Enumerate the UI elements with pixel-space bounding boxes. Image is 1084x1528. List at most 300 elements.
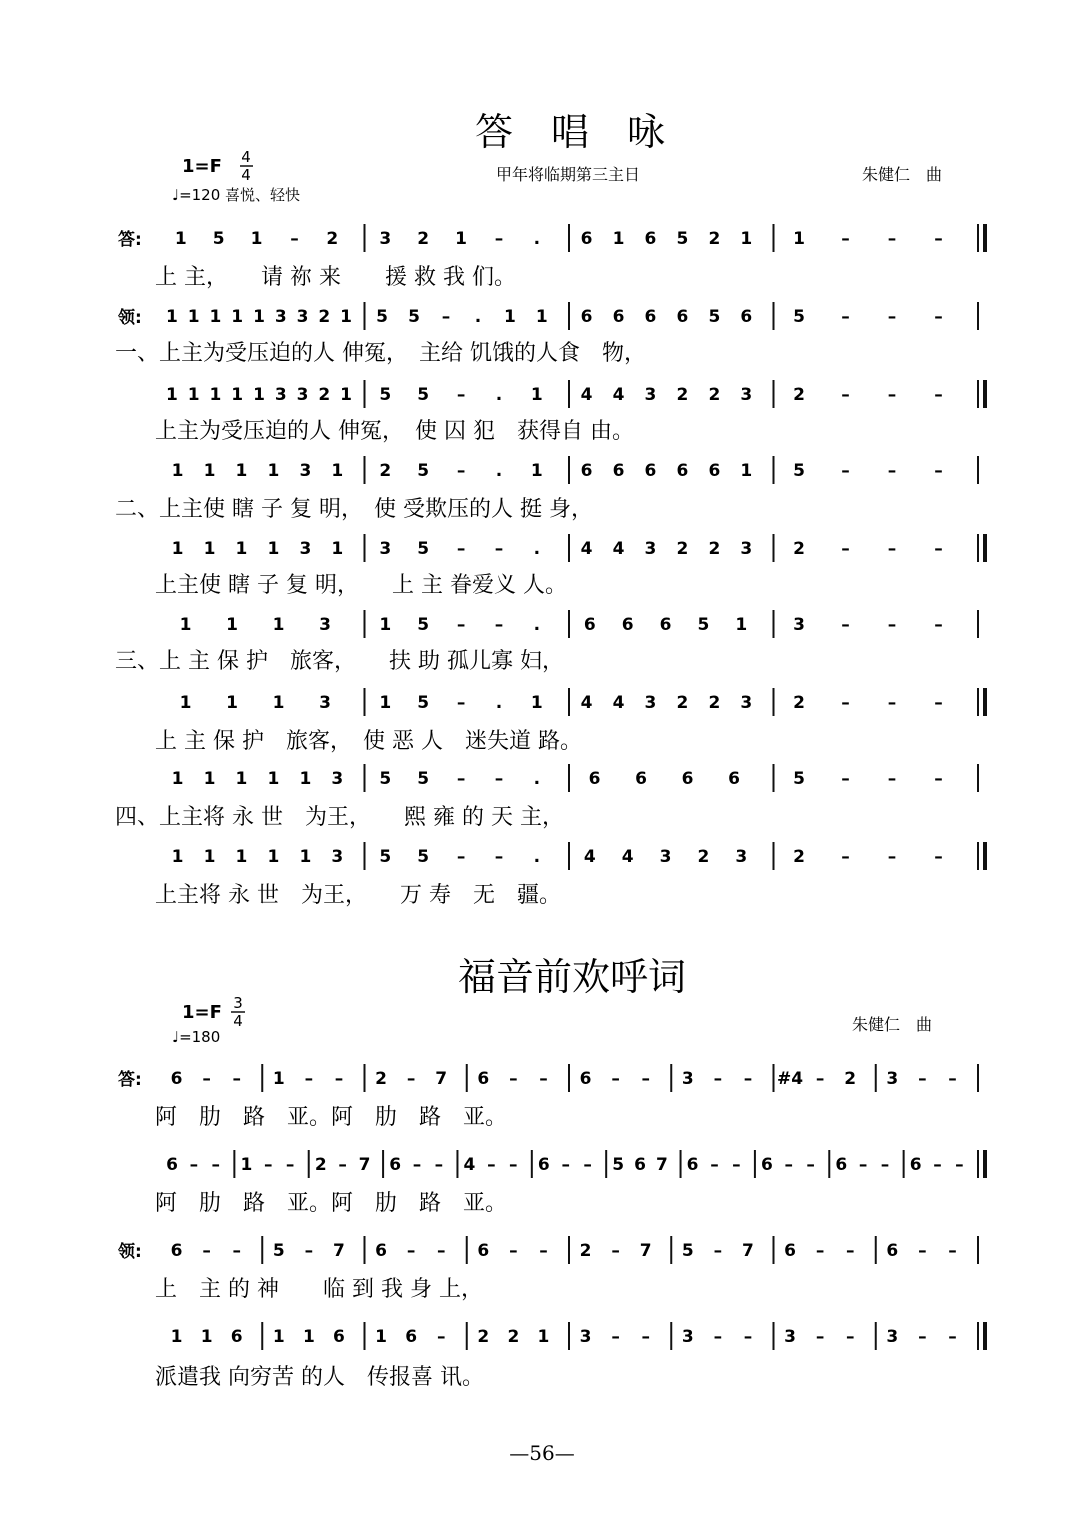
song1-lyric: 二、上主使 瞎 子 复 明， 使 受欺压的人 挺 身， bbox=[115, 497, 593, 522]
song2-note: 6 bbox=[375, 1241, 387, 1261]
song1-note: 3 bbox=[296, 385, 309, 405]
song2-note: – bbox=[611, 1241, 620, 1261]
song1-time-top: 4 bbox=[241, 148, 251, 166]
song2-note: – bbox=[732, 1155, 741, 1175]
song2-note: – bbox=[232, 1241, 241, 1261]
song1-note: 1 bbox=[530, 385, 543, 405]
song1-note: 1 bbox=[535, 307, 548, 327]
song2-note: 6 bbox=[170, 1241, 183, 1261]
song1-note: – bbox=[841, 385, 850, 405]
song1-note: 5 bbox=[376, 307, 388, 327]
song1-note: 1 bbox=[530, 693, 543, 713]
song1-note: – bbox=[841, 307, 850, 327]
song2-note: – bbox=[806, 1155, 815, 1175]
song1-note: 1 bbox=[203, 539, 216, 559]
song2-note: 6 bbox=[405, 1327, 418, 1347]
song1-note: – bbox=[441, 307, 451, 327]
song1-note: – bbox=[841, 769, 850, 789]
song2-note: 6 bbox=[170, 1069, 183, 1089]
song1-note: 2 bbox=[417, 229, 430, 249]
song1-note: 1 bbox=[226, 693, 238, 713]
song1-note: 2 bbox=[708, 539, 721, 559]
song2-note: 2 bbox=[579, 1241, 592, 1261]
song2-note: – bbox=[412, 1155, 422, 1175]
song1-key-signature: 1=F bbox=[182, 156, 222, 177]
song1-note: 1 bbox=[203, 769, 216, 789]
song1-note: – bbox=[456, 693, 466, 713]
song2-note: 6 bbox=[579, 1069, 592, 1089]
song1-composer: 朱健仁 曲 bbox=[862, 165, 943, 184]
song1-note: 1 bbox=[235, 769, 248, 789]
song1-note: 2 bbox=[676, 539, 689, 559]
song1-note: – bbox=[494, 539, 504, 559]
song2-note: 6 bbox=[230, 1327, 243, 1347]
song1-note: 1 bbox=[179, 615, 192, 635]
song1-note: 6 bbox=[644, 229, 657, 249]
song1-note: 4 bbox=[580, 693, 593, 713]
song1-note: – bbox=[934, 307, 943, 327]
song1-note: 6 bbox=[728, 769, 740, 789]
song1-row-7 bbox=[115, 764, 978, 830]
song1-row-1 bbox=[115, 302, 978, 366]
song2-note: 5 bbox=[681, 1241, 694, 1261]
song1-note: 1 bbox=[226, 615, 238, 635]
song1-row-2 bbox=[155, 380, 985, 444]
song1-note: 1 bbox=[267, 461, 280, 481]
song2-note: – bbox=[334, 1069, 344, 1089]
song2-note: 1 bbox=[302, 1327, 315, 1347]
song1-note: 5 bbox=[417, 385, 430, 405]
song2-note: – bbox=[743, 1069, 753, 1089]
song1-note: 2 bbox=[326, 229, 339, 249]
song1-note: 6 bbox=[740, 307, 753, 327]
song1-note: 2 bbox=[708, 229, 721, 249]
song2-note: – bbox=[918, 1327, 927, 1347]
song1-note: 4 bbox=[621, 847, 634, 867]
song1-lyric: 一、上主为受压迫的人 伸冤， 主给 饥饿的人食 物， bbox=[115, 341, 646, 366]
song1-note: 5 bbox=[708, 307, 721, 327]
song1-note: 3 bbox=[274, 307, 287, 327]
song1-note: – bbox=[494, 229, 504, 249]
song1-note: – bbox=[841, 461, 850, 481]
song2-note: – bbox=[304, 1069, 314, 1089]
song2-note: – bbox=[509, 1241, 518, 1261]
song1-note: – bbox=[934, 539, 943, 559]
song1-note: 3 bbox=[735, 847, 748, 867]
song1-note: 1 bbox=[331, 461, 344, 481]
song1-note: 1 bbox=[171, 539, 184, 559]
song1-note: – bbox=[494, 769, 504, 789]
song1-note: 1 bbox=[740, 461, 753, 481]
song1-lyric: 三、上 主 保 护 旅客， 扶 助 孤儿寡 妇， bbox=[115, 649, 564, 674]
song1-note: 2 bbox=[318, 385, 331, 405]
song1-note: – bbox=[456, 615, 466, 635]
song2-lyric: 阿 肋 路 亚。阿 肋 路 亚。 bbox=[155, 1105, 508, 1130]
song1-note: . bbox=[495, 385, 503, 405]
song1-note: . bbox=[533, 229, 541, 249]
song1-note: 3 bbox=[319, 615, 331, 635]
song2-note: – bbox=[641, 1069, 650, 1089]
song1-note: 3 bbox=[793, 615, 805, 635]
song2-note: – bbox=[784, 1155, 794, 1175]
song2-note: 6 bbox=[886, 1241, 899, 1261]
song1-note: 3 bbox=[740, 385, 753, 405]
song1-note: 1 bbox=[187, 307, 200, 327]
song2-note: – bbox=[713, 1241, 723, 1261]
song1-note: 3 bbox=[274, 385, 287, 405]
song2-note: 6 bbox=[389, 1155, 402, 1175]
song1-note: 5 bbox=[793, 307, 805, 327]
song1-note: 1 bbox=[231, 385, 244, 405]
song1-note: 4 bbox=[612, 539, 625, 559]
song1-note: 1 bbox=[253, 385, 265, 405]
song1-row-4 bbox=[155, 534, 985, 598]
song2-note: – bbox=[815, 1069, 825, 1089]
song2-note: 7 bbox=[358, 1155, 371, 1175]
song2-note: – bbox=[948, 1241, 957, 1261]
song2-tempo: ♩=180 bbox=[172, 1028, 221, 1046]
song2-note: 1 bbox=[272, 1327, 285, 1347]
song1-note: 1 bbox=[209, 307, 222, 327]
song2-row-2 bbox=[117, 1236, 978, 1302]
song2-note: – bbox=[509, 1069, 518, 1089]
song1-note: 6 bbox=[580, 461, 593, 481]
song1-note: . bbox=[533, 769, 541, 789]
song2-note: – bbox=[406, 1069, 416, 1089]
song2-note: 7 bbox=[656, 1155, 668, 1175]
song2-note: – bbox=[285, 1155, 295, 1175]
song1-note: 1 bbox=[267, 847, 280, 867]
song1-note: 1 bbox=[612, 229, 625, 249]
song1-note: – bbox=[934, 385, 943, 405]
song2-note: – bbox=[641, 1327, 650, 1347]
song1-note: – bbox=[934, 461, 943, 481]
song1-note: 1 bbox=[209, 385, 222, 405]
song2-row-1 bbox=[155, 1150, 985, 1216]
song2-note: – bbox=[583, 1155, 592, 1175]
song1-note: – bbox=[841, 615, 850, 635]
song1-note: 1 bbox=[530, 461, 543, 481]
song1-note: 1 bbox=[455, 229, 467, 249]
song2-note: 6 bbox=[686, 1155, 699, 1175]
song1-note: 5 bbox=[697, 615, 710, 635]
song1-note: 2 bbox=[697, 847, 710, 867]
song1-note: – bbox=[934, 769, 943, 789]
song1-note: 3 bbox=[644, 693, 657, 713]
song1-note: 5 bbox=[379, 769, 392, 789]
song2-note: – bbox=[845, 1327, 855, 1347]
song1-note: 6 bbox=[580, 229, 593, 249]
song1-note: . bbox=[495, 693, 503, 713]
song1-lyric: 四、上主将 永 世 为王， 熙 雍 的 天 主， bbox=[115, 805, 564, 830]
song1-note: 3 bbox=[331, 769, 344, 789]
song1-note: 1 bbox=[235, 461, 248, 481]
song2-note: 1 bbox=[200, 1327, 213, 1347]
song1-note: 3 bbox=[379, 229, 392, 249]
song1-note: 1 bbox=[340, 385, 352, 405]
song1-note: 2 bbox=[318, 307, 331, 327]
song2-note: – bbox=[211, 1155, 221, 1175]
song1-role-label: 答: bbox=[118, 230, 142, 250]
song2-note: 3 bbox=[579, 1327, 592, 1347]
song2-note: – bbox=[743, 1327, 753, 1347]
song2-note: – bbox=[264, 1155, 273, 1175]
song1-note: – bbox=[887, 847, 897, 867]
song1-note: 6 bbox=[621, 615, 634, 635]
song2-note: 1 bbox=[170, 1327, 183, 1347]
song1-note: 5 bbox=[417, 539, 430, 559]
song2-note: – bbox=[436, 1241, 446, 1261]
song2-note: – bbox=[933, 1155, 942, 1175]
song1-lyric: 上 主， 请 祢 来 援 救 我 们。 bbox=[155, 265, 516, 290]
song2-composer: 朱健仁 曲 bbox=[852, 1015, 933, 1034]
song1-lyric: 上主使 瞎 子 复 明， 上 主 眷爱义 人。 bbox=[155, 573, 567, 598]
song1-note: – bbox=[887, 229, 897, 249]
song2-note: – bbox=[189, 1155, 199, 1175]
song1-row-3 bbox=[115, 456, 978, 522]
song2-note: – bbox=[611, 1069, 620, 1089]
song1-note: – bbox=[456, 385, 466, 405]
song1-row-6 bbox=[155, 688, 985, 754]
song1-note: 1 bbox=[235, 539, 248, 559]
song1-note: 4 bbox=[612, 693, 625, 713]
song1-note: 6 bbox=[644, 307, 657, 327]
song2-note: 4 bbox=[463, 1155, 476, 1175]
song2-note: – bbox=[713, 1069, 723, 1089]
song1-note: 1 bbox=[171, 769, 184, 789]
song1-row-8 bbox=[155, 842, 985, 908]
song1-tempo: ♩=120 喜悦、轻快 bbox=[172, 186, 301, 204]
song1-note: 1 bbox=[231, 307, 244, 327]
song1-note: 5 bbox=[417, 693, 430, 713]
song1-note: 1 bbox=[272, 615, 285, 635]
song1-title: 答 唱 咏 bbox=[474, 110, 666, 154]
song2-note: 6 bbox=[477, 1069, 490, 1089]
song1-note: 6 bbox=[676, 461, 689, 481]
song2-note: – bbox=[845, 1241, 855, 1261]
song1-note: 6 bbox=[612, 307, 625, 327]
song1-note: 2 bbox=[708, 385, 721, 405]
song2-note: – bbox=[304, 1241, 314, 1261]
song1-lyric: 上 主 保 护 旅客， 使 恶 人 迷失道 路。 bbox=[155, 729, 582, 754]
song2-note: – bbox=[436, 1327, 446, 1347]
song2-note: 6 bbox=[761, 1155, 773, 1175]
song1-note: 5 bbox=[793, 461, 805, 481]
song1-note: 1 bbox=[171, 461, 184, 481]
song1-note: 6 bbox=[659, 615, 672, 635]
song2-lyric: 派遣我 向穷苦 的人 传报喜 讯。 bbox=[155, 1365, 484, 1390]
song2-lyric: 阿 肋 路 亚。阿 肋 路 亚。 bbox=[155, 1191, 508, 1216]
song2-note: 2 bbox=[844, 1069, 857, 1089]
song1-row-0 bbox=[118, 224, 985, 290]
song1-note: – bbox=[887, 539, 897, 559]
song1-note: 2 bbox=[793, 539, 805, 559]
song1-note: 2 bbox=[676, 385, 689, 405]
song1-note: 2 bbox=[793, 847, 805, 867]
song2-time-bottom: 4 bbox=[233, 1012, 243, 1030]
song1-note: 1 bbox=[299, 847, 312, 867]
song1-note: – bbox=[841, 693, 850, 713]
song2-title: 福音前欢呼词 bbox=[457, 955, 687, 999]
song1-note: – bbox=[934, 847, 943, 867]
song1-note: 2 bbox=[379, 461, 392, 481]
song1-note: 5 bbox=[379, 385, 392, 405]
song2-note: 6 bbox=[634, 1155, 647, 1175]
song2-note: – bbox=[815, 1327, 825, 1347]
song1-note: – bbox=[887, 461, 897, 481]
song1-note: 5 bbox=[676, 229, 689, 249]
song1-note: 3 bbox=[659, 847, 672, 867]
song2-note: 6 bbox=[835, 1155, 848, 1175]
song2-note: – bbox=[948, 1069, 957, 1089]
song1-note: – bbox=[456, 847, 466, 867]
song1-note: 3 bbox=[740, 693, 753, 713]
song2-note: – bbox=[202, 1069, 211, 1089]
song1-note: 2 bbox=[793, 693, 805, 713]
song1-time-bottom: 4 bbox=[241, 166, 251, 184]
song2-note: – bbox=[539, 1069, 548, 1089]
song1-note: . bbox=[495, 461, 503, 481]
song1-note: – bbox=[887, 615, 897, 635]
song1-role-label: 领: bbox=[118, 308, 142, 328]
song1-note: 5 bbox=[408, 307, 420, 327]
song1-note: 1 bbox=[253, 307, 265, 327]
song1-note: 5 bbox=[417, 461, 430, 481]
song2-note: – bbox=[611, 1327, 620, 1347]
song1-note: – bbox=[494, 615, 504, 635]
song1-note: – bbox=[456, 461, 466, 481]
song1-note: – bbox=[934, 229, 943, 249]
song1-note: – bbox=[887, 769, 897, 789]
song1-note: 1 bbox=[166, 385, 178, 405]
song2-note: – bbox=[948, 1327, 957, 1347]
song1-note: – bbox=[887, 693, 897, 713]
song2-note: 6 bbox=[477, 1241, 490, 1261]
song1-note: 1 bbox=[267, 539, 280, 559]
song1-note: 4 bbox=[580, 385, 593, 405]
song1-note: 5 bbox=[417, 769, 430, 789]
song1-note: 1 bbox=[203, 847, 216, 867]
song1-note: 1 bbox=[740, 229, 753, 249]
song2-note: – bbox=[487, 1155, 496, 1175]
song2-row-3 bbox=[155, 1322, 985, 1390]
song2-note: – bbox=[880, 1155, 890, 1175]
song2-role-label: 领: bbox=[118, 1242, 142, 1262]
song1-lyric: 上主将 永 世 为王， 万 寿 无 疆。 bbox=[155, 883, 561, 908]
song1-note: 6 bbox=[644, 461, 657, 481]
song1-note: 3 bbox=[296, 307, 309, 327]
song1-note: 4 bbox=[583, 847, 596, 867]
song1-note: – bbox=[494, 847, 504, 867]
song2-note: – bbox=[338, 1155, 347, 1175]
song2-note: #4 bbox=[777, 1069, 804, 1089]
song1-note: 6 bbox=[588, 769, 601, 789]
song2-note: 2 bbox=[477, 1327, 490, 1347]
song1-note: 1 bbox=[203, 461, 216, 481]
song1-note: 3 bbox=[644, 539, 657, 559]
song1-note: 6 bbox=[676, 307, 689, 327]
song1-note: 3 bbox=[644, 385, 657, 405]
song1-note: 1 bbox=[331, 539, 344, 559]
song2-note: 6 bbox=[537, 1155, 550, 1175]
song1-note: 3 bbox=[331, 847, 344, 867]
song1-note: – bbox=[841, 847, 850, 867]
song1-note: . bbox=[533, 539, 541, 559]
song1-note: 1 bbox=[735, 615, 748, 635]
song2-key-signature: 1=F bbox=[182, 1002, 222, 1023]
song1-occasion: 甲年将临期第三主日 bbox=[495, 165, 641, 184]
song1-note: 1 bbox=[267, 769, 280, 789]
song2-note: 1 bbox=[272, 1069, 285, 1089]
song2-note: – bbox=[713, 1327, 723, 1347]
song2-note: 6 bbox=[909, 1155, 922, 1175]
song2-note: 7 bbox=[742, 1241, 754, 1261]
song1-note: 5 bbox=[417, 615, 430, 635]
song2-note: – bbox=[539, 1241, 548, 1261]
song2-note: 1 bbox=[375, 1327, 387, 1347]
song2-note: – bbox=[232, 1069, 241, 1089]
song2-time-top: 3 bbox=[233, 994, 243, 1012]
song2-note: 5 bbox=[272, 1241, 285, 1261]
song1-note: – bbox=[841, 229, 850, 249]
song1-note: 3 bbox=[319, 693, 331, 713]
song1-note: – bbox=[290, 229, 299, 249]
song1-note: 1 bbox=[187, 385, 200, 405]
song1-note: 5 bbox=[212, 229, 225, 249]
song2-note: 6 bbox=[333, 1327, 345, 1347]
song2-note: – bbox=[508, 1155, 518, 1175]
song1-note: . bbox=[533, 615, 541, 635]
song1-note: 3 bbox=[299, 461, 312, 481]
song2-note: 3 bbox=[886, 1069, 899, 1089]
song2-note: 1 bbox=[240, 1155, 253, 1175]
song1-note: 2 bbox=[676, 693, 689, 713]
song1-note: 1 bbox=[793, 229, 805, 249]
song1-note: 1 bbox=[379, 693, 392, 713]
song1-note: 6 bbox=[580, 307, 593, 327]
song2-note: – bbox=[918, 1241, 927, 1261]
song2-note: 1 bbox=[537, 1327, 550, 1347]
song2-note: – bbox=[202, 1241, 211, 1261]
song1-note: 1 bbox=[171, 847, 184, 867]
song1-note: 6 bbox=[708, 461, 721, 481]
song2-note: 7 bbox=[639, 1241, 652, 1261]
song1-note: 3 bbox=[299, 539, 312, 559]
song2-note: 7 bbox=[333, 1241, 345, 1261]
song1-note: 1 bbox=[235, 847, 248, 867]
song2-note: 2 bbox=[375, 1069, 387, 1089]
song2-note: 3 bbox=[886, 1327, 899, 1347]
song2-note: – bbox=[406, 1241, 416, 1261]
song1-note: 2 bbox=[793, 385, 805, 405]
song1-note: – bbox=[456, 769, 466, 789]
song1-note: – bbox=[887, 385, 897, 405]
song1-note: – bbox=[887, 307, 897, 327]
song2-note: – bbox=[815, 1241, 825, 1261]
song1-note: – bbox=[934, 693, 943, 713]
song1-note: 6 bbox=[681, 769, 694, 789]
song1-note: 1 bbox=[166, 307, 178, 327]
song2-note: – bbox=[710, 1155, 719, 1175]
song1-note: 1 bbox=[250, 229, 263, 249]
song1-note: – bbox=[934, 615, 943, 635]
song2-note: – bbox=[858, 1155, 868, 1175]
song1-note: . bbox=[533, 847, 541, 867]
song1-note: – bbox=[456, 539, 466, 559]
song2-note: 5 bbox=[612, 1155, 625, 1175]
song1-lyric: 上主为受压迫的人 伸冤， 使 囚 犯 获得自 由。 bbox=[155, 419, 634, 444]
song1-note: 4 bbox=[612, 385, 625, 405]
